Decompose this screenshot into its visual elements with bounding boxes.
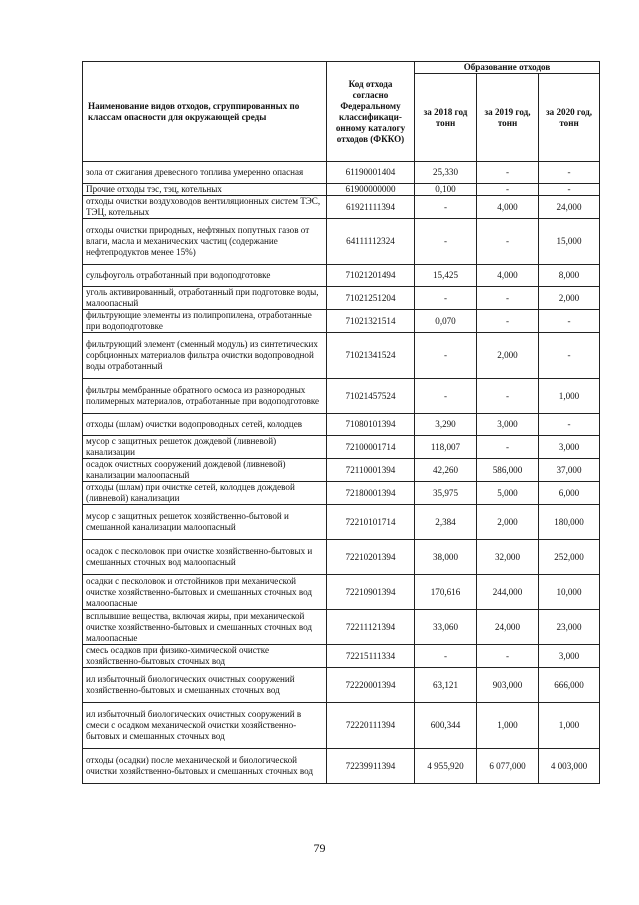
waste-name-cell: зола от сжигания древесного топлива умеренно опасная bbox=[83, 162, 327, 184]
value-2019-cell: 4,000 bbox=[477, 196, 539, 219]
header-group: Образование отходов bbox=[415, 62, 600, 74]
waste-name-cell: Прочие отходы тэс, тэц, котельных bbox=[83, 184, 327, 196]
value-2019-cell: 32,000 bbox=[477, 540, 539, 575]
table-row bbox=[83, 749, 600, 784]
value-2019-cell: - bbox=[477, 162, 539, 184]
waste-code-cell: 71080101394 bbox=[327, 414, 415, 436]
value-2020-cell: 4 003,000 bbox=[539, 749, 600, 784]
waste-name-cell: фильтрующий элемент (сменный модуль) из синтетических сорбционных материалов фильтра очистки водопроводной воды отработанный bbox=[83, 333, 327, 379]
value-2018-cell: - bbox=[415, 287, 477, 310]
value-2019-cell: 2,000 bbox=[477, 333, 539, 379]
value-2019-cell: 586,000 bbox=[477, 459, 539, 482]
value-2019-cell: - bbox=[477, 436, 539, 459]
value-2019-cell: 3,000 bbox=[477, 414, 539, 436]
value-2018-cell: 38,000 bbox=[415, 540, 477, 575]
value-2018-cell: 0,070 bbox=[415, 310, 477, 333]
waste-table bbox=[82, 61, 600, 784]
waste-name-cell: смесь осадков при физико-химической очистке хозяйственно-бытовых сточных вод bbox=[83, 645, 327, 668]
waste-code-cell: 72210201394 bbox=[327, 540, 415, 575]
waste-name-cell: уголь активированный, отработанный при подготовке воды, малоопасный bbox=[83, 287, 327, 310]
value-2019-cell: - bbox=[477, 287, 539, 310]
value-2019-cell: 24,000 bbox=[477, 610, 539, 645]
waste-name-cell: отходы (осадки) после механической и биологической очистки хозяйственно-бытовых и смешанных сточных вод bbox=[83, 749, 327, 784]
value-2020-cell: 1,000 bbox=[539, 379, 600, 414]
value-2018-cell: - bbox=[415, 333, 477, 379]
table-row bbox=[83, 414, 600, 436]
table-header bbox=[83, 62, 600, 162]
waste-code-cell: 72100001714 bbox=[327, 436, 415, 459]
value-2019-cell: - bbox=[477, 645, 539, 668]
value-2020-cell: 666,000 bbox=[539, 668, 600, 703]
waste-code-cell: 61921111394 bbox=[327, 196, 415, 219]
value-2018-cell: 15,425 bbox=[415, 265, 477, 287]
value-2019-cell: - bbox=[477, 219, 539, 265]
value-2018-cell: 25,330 bbox=[415, 162, 477, 184]
waste-code-cell: 61900000000 bbox=[327, 184, 415, 196]
waste-code-cell: 72110001394 bbox=[327, 459, 415, 482]
value-2018-cell: 2,384 bbox=[415, 505, 477, 540]
value-2018-cell: 35,975 bbox=[415, 482, 477, 505]
waste-code-cell: 71021341524 bbox=[327, 333, 415, 379]
waste-code-cell: 61190001404 bbox=[327, 162, 415, 184]
value-2020-cell: 6,000 bbox=[539, 482, 600, 505]
table-row bbox=[83, 287, 600, 310]
table-row bbox=[83, 482, 600, 505]
waste-name-cell: ил избыточный биологических очистных сооружений в смеси с осадком механической очистки хозяйственно-бытовых и смешанных сточных вод bbox=[83, 703, 327, 749]
value-2020-cell: - bbox=[539, 414, 600, 436]
header-2019: за 2019 год, тонн bbox=[477, 74, 539, 162]
value-2020-cell: - bbox=[539, 310, 600, 333]
waste-code-cell: 71021201494 bbox=[327, 265, 415, 287]
waste-code-cell: 72239911394 bbox=[327, 749, 415, 784]
waste-name-cell: отходы очистки природных, нефтяных попутных газов от влаги, масла и механических частиц (содержание нефтепродуктов менее 15%) bbox=[83, 219, 327, 265]
value-2018-cell: - bbox=[415, 196, 477, 219]
value-2018-cell: 0,100 bbox=[415, 184, 477, 196]
waste-code-cell: 72210901394 bbox=[327, 575, 415, 610]
waste-name-cell: фильтры мембранные обратного осмоса из разнородных полимерных материалов, отработанные при водоподготовке bbox=[83, 379, 327, 414]
table-row bbox=[83, 575, 600, 610]
table-row bbox=[83, 610, 600, 645]
value-2020-cell: 15,000 bbox=[539, 219, 600, 265]
value-2020-cell: 2,000 bbox=[539, 287, 600, 310]
table-row bbox=[83, 265, 600, 287]
value-2019-cell: 1,000 bbox=[477, 703, 539, 749]
value-2020-cell: 3,000 bbox=[539, 436, 600, 459]
waste-name-cell: отходы (шлам) при очистке сетей, колодцев дождевой (ливневой) канализации bbox=[83, 482, 327, 505]
value-2020-cell: 10,000 bbox=[539, 575, 600, 610]
value-2018-cell: 118,007 bbox=[415, 436, 477, 459]
value-2020-cell: 8,000 bbox=[539, 265, 600, 287]
value-2019-cell: 244,000 bbox=[477, 575, 539, 610]
table-row bbox=[83, 436, 600, 459]
value-2018-cell: - bbox=[415, 379, 477, 414]
table-row bbox=[83, 703, 600, 749]
value-2018-cell: 33,060 bbox=[415, 610, 477, 645]
value-2018-cell: 42,260 bbox=[415, 459, 477, 482]
waste-code-cell: 71021251204 bbox=[327, 287, 415, 310]
value-2020-cell: 180,000 bbox=[539, 505, 600, 540]
waste-code-cell: 72220001394 bbox=[327, 668, 415, 703]
waste-name-cell: осадок очистных сооружений дождевой (ливневой) канализации малоопасный bbox=[83, 459, 327, 482]
table-row bbox=[83, 196, 600, 219]
value-2020-cell: 252,000 bbox=[539, 540, 600, 575]
header-2018: за 2018 год тонн bbox=[415, 74, 477, 162]
table-row bbox=[83, 379, 600, 414]
waste-name-cell: сульфоуголь отработанный при водоподготовке bbox=[83, 265, 327, 287]
table-row bbox=[83, 459, 600, 482]
value-2019-cell: 4,000 bbox=[477, 265, 539, 287]
waste-name-cell: осадки с песколовок и отстойников при механической очистке хозяйственно-бытовых и смешанных сточных вод малоопасные bbox=[83, 575, 327, 610]
waste-name-cell: мусор с защитных решеток хозяйственно-бытовой и смешанной канализации малоопасный bbox=[83, 505, 327, 540]
page-number: 79 bbox=[313, 841, 326, 855]
waste-name-cell: всплывшие вещества, включая жиры, при механической очистке хозяйственно-бытовых и смешанных сточных вод малоопасные bbox=[83, 610, 327, 645]
value-2018-cell: 63,121 bbox=[415, 668, 477, 703]
value-2020-cell: 37,000 bbox=[539, 459, 600, 482]
value-2018-cell: 3,290 bbox=[415, 414, 477, 436]
header-code: Код отхода согласно Федеральному классификаци-онному каталогу отходов (ФККО) bbox=[327, 62, 415, 162]
value-2020-cell: - bbox=[539, 333, 600, 379]
value-2019-cell: 5,000 bbox=[477, 482, 539, 505]
waste-code-cell: 71021321514 bbox=[327, 310, 415, 333]
value-2019-cell: - bbox=[477, 379, 539, 414]
value-2020-cell: 1,000 bbox=[539, 703, 600, 749]
value-2020-cell: - bbox=[539, 184, 600, 196]
waste-code-cell: 72215111334 bbox=[327, 645, 415, 668]
table-body bbox=[83, 162, 600, 784]
waste-name-cell: отходы (шлам) очистки водопроводных сетей, колодцев bbox=[83, 414, 327, 436]
table-row bbox=[83, 668, 600, 703]
value-2020-cell: 24,000 bbox=[539, 196, 600, 219]
value-2020-cell: 3,000 bbox=[539, 645, 600, 668]
value-2018-cell: - bbox=[415, 219, 477, 265]
table-row bbox=[83, 333, 600, 379]
header-2020: за 2020 год, тонн bbox=[539, 74, 600, 162]
value-2019-cell: - bbox=[477, 184, 539, 196]
value-2019-cell: 6 077,000 bbox=[477, 749, 539, 784]
table-row bbox=[83, 162, 600, 184]
waste-code-cell: 72180001394 bbox=[327, 482, 415, 505]
table-row bbox=[83, 219, 600, 265]
waste-name-cell: осадок с песколовок при очистке хозяйственно-бытовых и смешанных сточных вод малоопасный bbox=[83, 540, 327, 575]
table-row bbox=[83, 540, 600, 575]
value-2019-cell: 903,000 bbox=[477, 668, 539, 703]
waste-code-cell: 64111112324 bbox=[327, 219, 415, 265]
table-row bbox=[83, 184, 600, 196]
value-2020-cell: 23,000 bbox=[539, 610, 600, 645]
table-row bbox=[83, 310, 600, 333]
table-row bbox=[83, 505, 600, 540]
table-row bbox=[83, 645, 600, 668]
header-name: Наименование видов отходов, сгруппированных по классам опасности для окружающей среды bbox=[83, 62, 327, 162]
value-2019-cell: - bbox=[477, 310, 539, 333]
value-2018-cell: - bbox=[415, 645, 477, 668]
waste-name-cell: фильтрующие элементы из полипропилена, отработанные при водоподготовке bbox=[83, 310, 327, 333]
waste-code-cell: 72220111394 bbox=[327, 703, 415, 749]
waste-name-cell: мусор с защитных решеток дождевой (ливневой) канализации bbox=[83, 436, 327, 459]
waste-code-cell: 72211121394 bbox=[327, 610, 415, 645]
value-2020-cell: - bbox=[539, 162, 600, 184]
value-2018-cell: 600,344 bbox=[415, 703, 477, 749]
waste-name-cell: отходы очистки воздуховодов вентиляционных систем ТЭС, ТЭЦ, котельных bbox=[83, 196, 327, 219]
waste-code-cell: 71021457524 bbox=[327, 379, 415, 414]
value-2018-cell: 170,616 bbox=[415, 575, 477, 610]
value-2019-cell: 2,000 bbox=[477, 505, 539, 540]
waste-code-cell: 72210101714 bbox=[327, 505, 415, 540]
waste-name-cell: ил избыточный биологических очистных сооружений хозяйственно-бытовых и смешанных сточных вод bbox=[83, 668, 327, 703]
value-2018-cell: 4 955,920 bbox=[415, 749, 477, 784]
